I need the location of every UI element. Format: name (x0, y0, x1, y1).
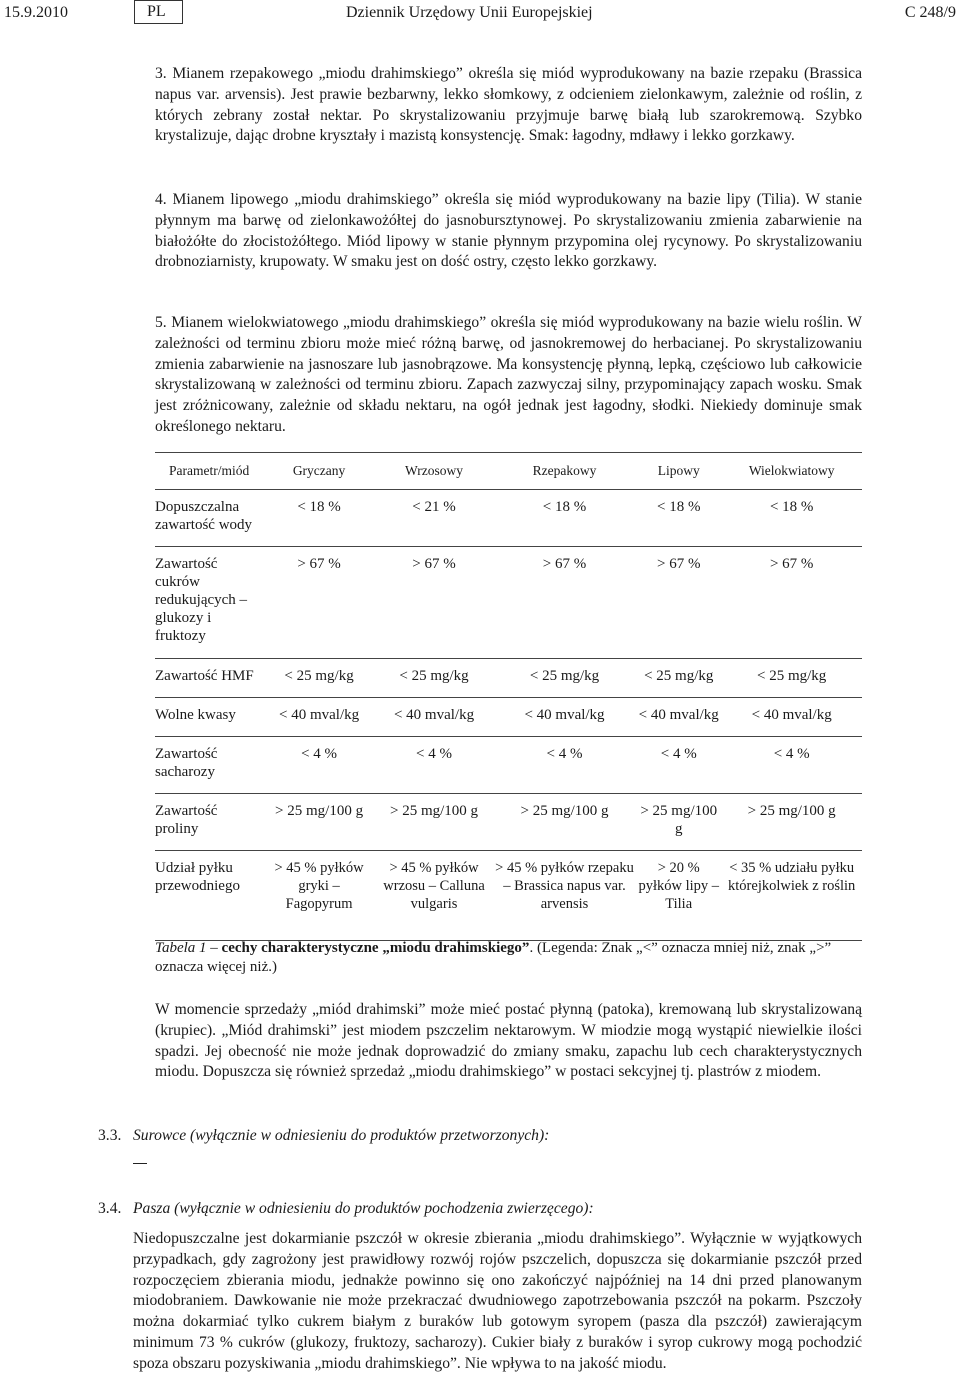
table-row (155, 794, 862, 851)
table-cell: > 20 % pyłków lipy – Tilia (636, 851, 721, 941)
column-header: Parametr/miód (155, 453, 263, 490)
table-cell: < 35 % udziału pyłku którejkolwiek z roślin (721, 851, 862, 941)
section-title-3-3: Surowce (wyłącznie w odniesieniu do produktów przetworzonych): (133, 1127, 550, 1144)
paragraph-sale-form: W momencie sprzedaży „miód drahimski” może mieć postać płynną (patoka), kremowaną lub skrystalizowaną (krupiec). „Miód drahimski” jest miodem pszczelim nektarowym. W miodzie mogą wystąpić niewielkie ilości spadzi. Jej obecność nie może jednak doprowadzić do zmiany smaku, zapachu lub cech charakterystycznych miodu. Dopuszcza się również sprzedaż „miodu drahimskiego” w postaci sekcyjnej tj. plastrów z miodem. (155, 1001, 862, 1081)
section-title-3-4: Pasza (wyłącznie w odniesieniu do produktów pochodzenia zwierzęcego): (133, 1200, 594, 1217)
page-header (0, 0, 960, 30)
table-cell: < 4 % (493, 737, 636, 794)
table-cell: > 25 mg/100 g (263, 794, 375, 851)
row-label: Wolne kwasy (155, 698, 263, 737)
table-cell: < 40 mval/kg (263, 698, 375, 737)
table-cell: > 25 mg/100 g (493, 794, 636, 851)
row-label: Dopuszczalna zawartość wody (155, 490, 263, 547)
section-number-3-3: 3.3. (98, 1127, 122, 1144)
journal-title: Dziennik Urzędowy Unii Europejskiej (346, 4, 593, 21)
table-cell: > 67 % (375, 547, 493, 659)
table-cell: < 25 mg/kg (263, 659, 375, 698)
table-cell: > 25 mg/100 g (721, 794, 862, 851)
table-caption (155, 939, 862, 977)
row-label: Udział pyłku przewodniego (155, 851, 263, 941)
table-cell: > 67 % (721, 547, 862, 659)
language-code: PL (134, 0, 183, 24)
table-cell: < 4 % (721, 737, 862, 794)
table-cell: > 45 % pyłków rzepaku – Brassica napus var. arvensis (493, 851, 636, 941)
column-header: Gryczany (263, 453, 375, 490)
table-cell: < 4 % (375, 737, 493, 794)
paragraph-feed: Niedopuszczalne jest dokarmianie pszczół w okresie zbierania „miodu drahimskiego”. Wyłącznie w wyjątkowych przypadkach, gdy zagrożony jest prawidłowy rozwój rojów pszczelich, dopuszcza się dokarmianie pszczół przed rozpoczęciem zbierania miodu, jednakże powinno się ono zakończyć najpóźniej na 14 dni przed planowanym miodobraniem. Dawkowanie nie może przekraczać dwudniowego zapotrzebowania pszczół na pokarm. Pszczoły można dokarmiać tylko cukrem białym z buraków lub gotowym syropem (pasza dla pszczół) zawierającym minimum 73 % cukrów (glukozy, fruktozy, sacharozy). Cukier biały z buraków i syrop cukrowy mogą pochodzić spoza obszaru pozyskiwania „miodu drahimskiego”. Nie wpływa to na jakość miodu. (133, 1230, 862, 1372)
table-row (155, 547, 862, 659)
table-cell: < 25 mg/kg (721, 659, 862, 698)
row-label: Zawartość sacharozy (155, 737, 263, 794)
table-cell: < 40 mval/kg (493, 698, 636, 737)
table-cell: > 67 % (636, 547, 721, 659)
empty-dash (133, 1163, 147, 1164)
column-header: Lipowy (636, 453, 721, 490)
table-cell: < 18 % (636, 490, 721, 547)
paragraph-lipowy: 4. Mianem lipowego „miodu drahimskiego” określa się miód wyprodukowany na bazie lipy (Tilia). W stanie płynnym ma barwę od zielonkawożółtej do jasnobursztynowej. Po skrystalizowaniu zmienia zabarwienie na białożółte do złocistożółtego. Miód lipowy w stanie płynnym przypomina olej rycynowy. Po skrystalizowaniu drobnoziarnisty, krupowaty. W smaku jest on dość ostry, często lekko gorzkawy. (155, 191, 862, 271)
table-row (155, 698, 862, 737)
paragraph-wielokwiatowy: 5. Mianem wielokwiatowego „miodu drahimskiego” określa się miód wyprodukowany na bazie wielu roślin. W zależności od terminu zbioru może mieć różną barwę, od jasnokremowej do herbacianej. Po skrystalizowaniu zmienia zabarwienie na jasnoszare lub jasnobrązowe. Ma konsystencję płynną, lepką, częściowo lub całkowicie skrystalizowaną w zależności od terminu zbioru. Zapach zazwyczaj silny, przypominający zapach wosku. Smak jest zróżnicowany, zależnie od składu nektaru, na ogół jednak jest łagodny, słodki. Niekiedy dominuje smak określonego nektaru. (155, 314, 862, 435)
table-row (155, 659, 862, 698)
table-cell: < 18 % (493, 490, 636, 547)
column-header: Wrzosowy (375, 453, 493, 490)
row-label: Zawartość HMF (155, 659, 263, 698)
table-cell: < 40 mval/kg (375, 698, 493, 737)
table-cell: < 18 % (263, 490, 375, 547)
column-header: Rzepakowy (493, 453, 636, 490)
table-row (155, 851, 862, 941)
caption-label: Tabela 1 (155, 940, 207, 956)
table-cell: > 67 % (493, 547, 636, 659)
table-row (155, 737, 862, 794)
caption-legend: . (Legenda: Znak „<” oznacza mniej niż, znak „>” oznacza więcej niż.) (155, 940, 832, 975)
caption-title: cechy charakterystyczne „miodu drahimskiego” (221, 940, 530, 956)
table-row (155, 490, 862, 547)
section-number-3-4: 3.4. (98, 1200, 122, 1217)
table-cell: > 67 % (263, 547, 375, 659)
caption-dash: – (206, 940, 222, 956)
row-label: Zawartość cukrów redukujących – glukozy i fruktozy (155, 547, 263, 659)
table-cell: < 25 mg/kg (375, 659, 493, 698)
table-cell: > 45 % pyłków gryki – Fagopyrum (263, 851, 375, 941)
table-cell: < 25 mg/kg (636, 659, 721, 698)
table-cell: < 25 mg/kg (493, 659, 636, 698)
table-cell: < 40 mval/kg (636, 698, 721, 737)
table-cell: > 25 mg/100 g (636, 794, 721, 851)
paragraph-rzepakowy: 3. Mianem rzepakowego „miodu drahimskiego” określa się miód wyprodukowany na bazie rzepaku (Brassica napus var. arvensis). Jest prawie bezbarwny, lekko słomkowy, z odcieniem zielonkawym, zależnie od roślin, z których zebrany został nektar. Po skrystalizowaniu przyjmuje barwę białą lub szarokremową. Szybko krystalizuje, dając drobne kryształy i mazistą konsystencję. Smak: łagodny, mdławy i lekko gorzkawy. (155, 65, 862, 145)
table-cell: < 4 % (263, 737, 375, 794)
honey-parameters-table (155, 452, 862, 941)
table-cell: < 21 % (375, 490, 493, 547)
table-header-row (155, 453, 862, 490)
page-reference: C 248/9 (904, 4, 956, 21)
row-label: Zawartość proliny (155, 794, 263, 851)
table-cell: > 45 % pyłków wrzosu – Calluna vulgaris (375, 851, 493, 941)
table-cell: < 40 mval/kg (721, 698, 862, 737)
table-cell: < 18 % (721, 490, 862, 547)
table-cell: < 4 % (636, 737, 721, 794)
publication-date: 15.9.2010 (4, 4, 68, 21)
table-cell: > 25 mg/100 g (375, 794, 493, 851)
column-header: Wielokwiatowy (721, 453, 862, 490)
